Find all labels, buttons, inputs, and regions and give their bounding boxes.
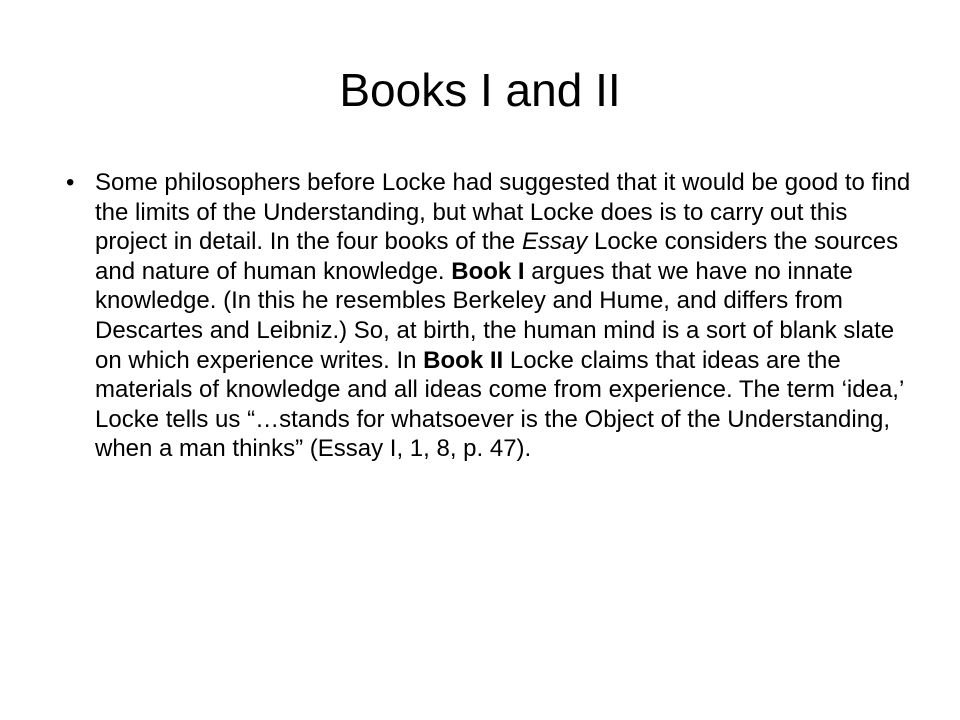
bullet-item — [66, 168, 916, 464]
paragraph-text-3: argues that we have no innate knowledge. (In this he resembles Berkeley and Hume, and differs from Descartes and Leibniz.) So, at birth, the human mind is a sort of blank slate on which experience writes. In — [95, 257, 895, 374]
slide-body — [66, 168, 916, 464]
bullet-paragraph — [95, 168, 916, 464]
paragraph-text-4: Locke claims that ideas are the materials of knowledge and all ideas come from experience. The term ‘idea,’ Locke tells us “…stands for whatsoever is the Object of the Understanding, when a man thinks” (Essay I, 1, 8, p. 47). — [95, 346, 904, 463]
book-two-bold-text: Book II — [423, 346, 504, 374]
slide-title: Books I and II — [339, 64, 621, 116]
essay-italic-text: Essay — [521, 228, 588, 256]
paragraph-text-1: Some philosophers before Locke had suggested that it would be good to find the limits of the Understanding, but what Locke does is to carry out this project in detail. In the four books of the — [95, 169, 911, 256]
bullet-icon: • — [66, 169, 75, 196]
paragraph-text-2: Locke considers the sources and nature of human knowledge. — [95, 228, 899, 285]
book-one-bold-text: Book I — [451, 257, 525, 285]
